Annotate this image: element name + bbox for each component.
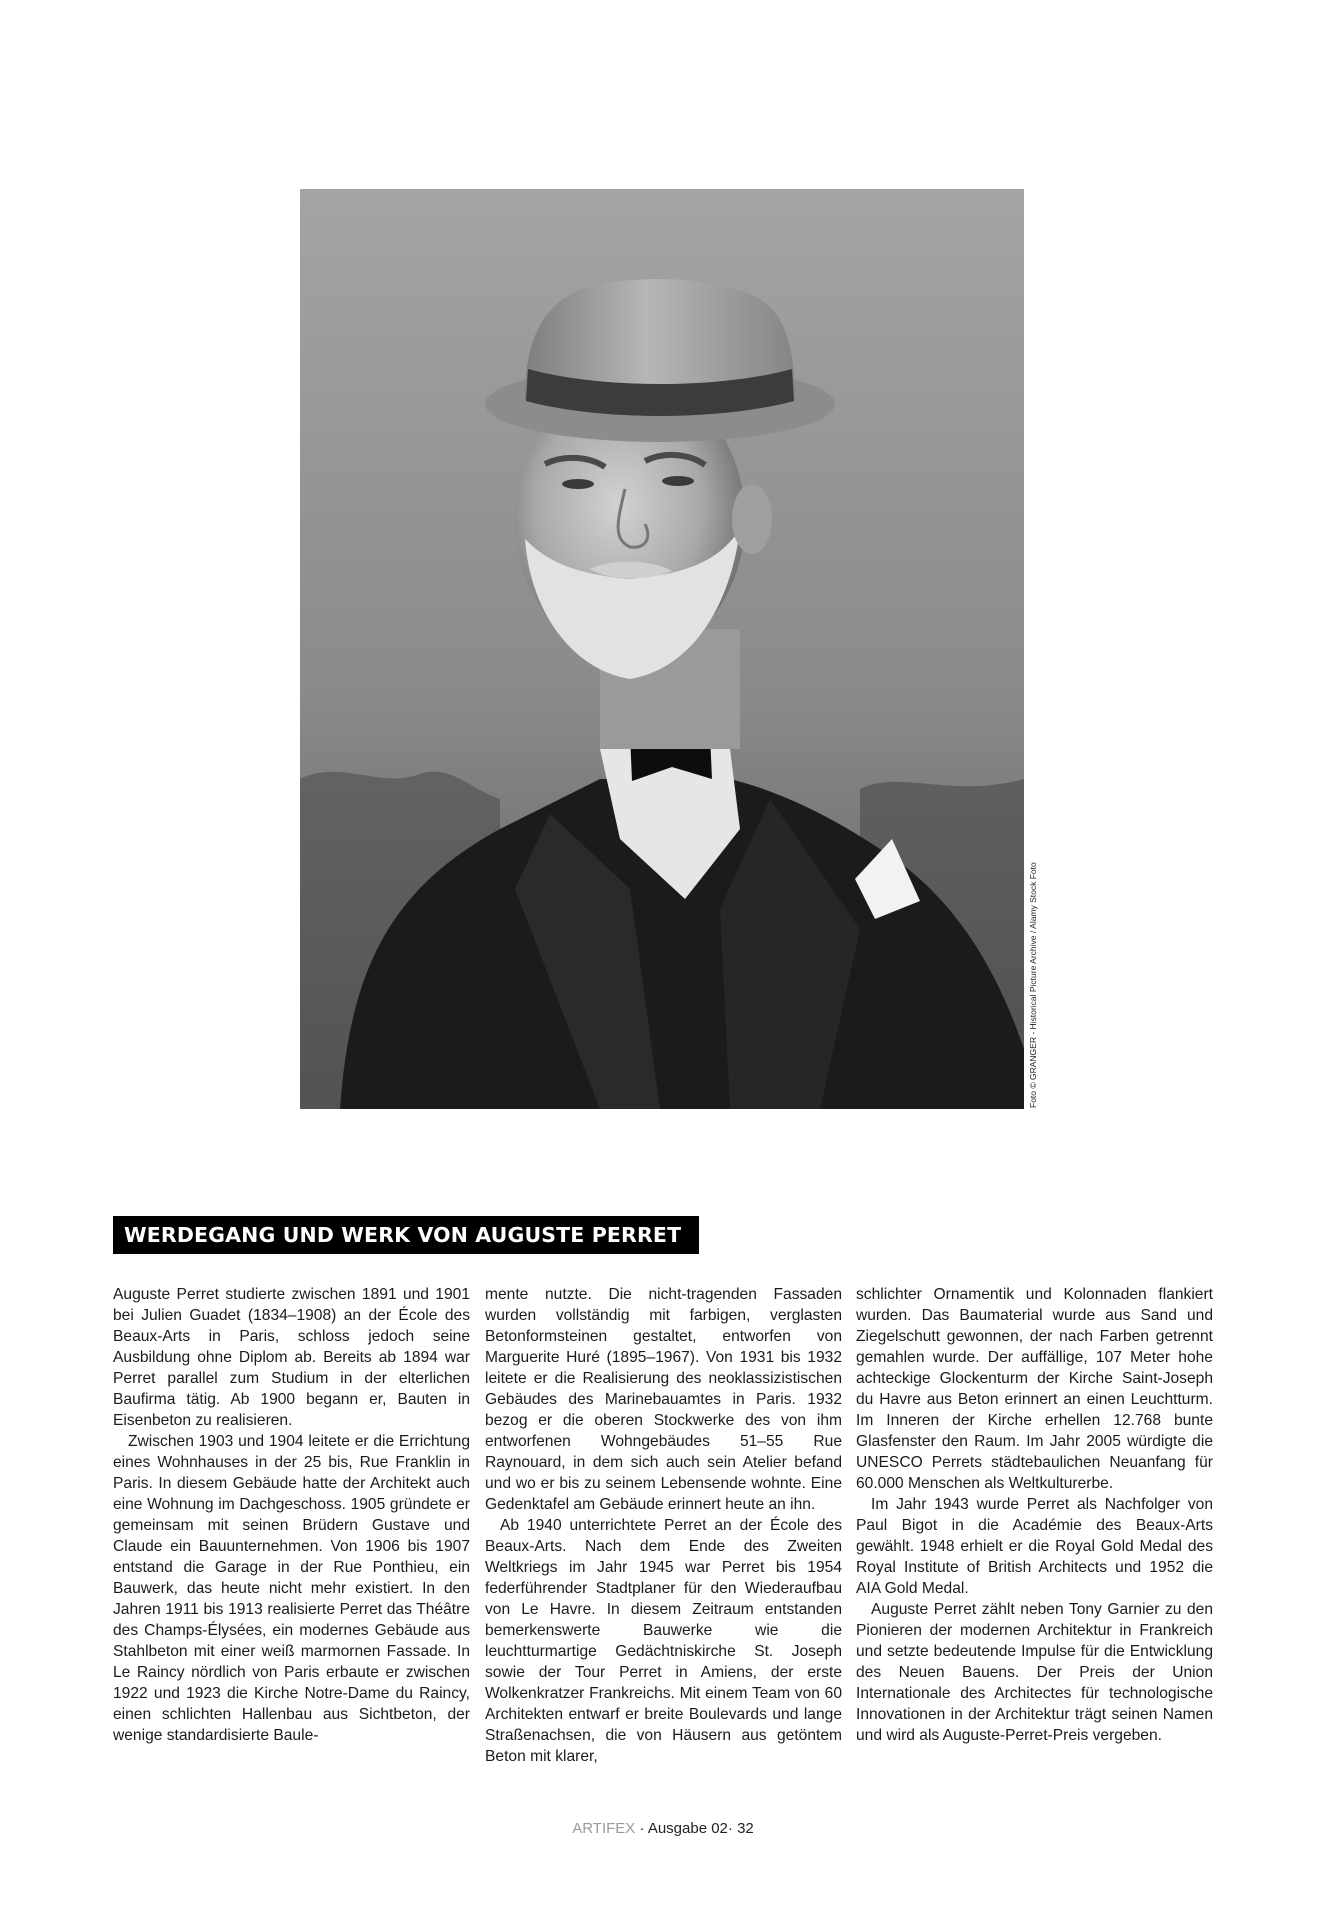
paragraph: Im Jahr 1943 wurde Perret als Nachfolger von Paul Bigot in die Académie des Beaux-Arts gewählt. 1948 erhielt er die Royal Gold Medal des Royal Institute of British Architects und 1952 die AIA Gold Medal. (856, 1496, 1213, 1597)
portrait-image (300, 189, 1024, 1109)
paragraph: mente nutzte. Die nicht-tragenden Fassaden wurden vollständig mit farbigen, verglasten Betonformsteinen gestaltet, entworfen von Marguerite Huré (1895–1967). Von 1931 bis 1932 leitete er die Realisierung des neoklassizistischen Gebäudes des Marinebauamtes in Paris. 1932 bezog er die oberen Stockwerke des von ihm entworfenen Wohngebäudes 51–55 Rue Raynouard, in dem sich auch sein Atelier befand und wo er bis zu seinem Lebensende wohnte. Eine Gedenktafel am Gebäude erinnert heute an ihn. (485, 1286, 842, 1513)
paragraph: Auguste Perret studierte zwischen 1891 und 1901 bei Julien Guadet (1834–1908) an der École des Beaux-Arts in Paris, schloss jedoch seine Ausbildung ohne Diplom ab. Bereits ab 1894 war Perret parallel zum Studium in der elterlichen Baufirma tätig. Ab 1900 begann er, Bauten in Eisenbeton zu realisieren. (113, 1286, 470, 1429)
magazine-name: ARTIFEX (572, 1820, 636, 1837)
portrait-photo (300, 189, 1024, 1109)
paragraph: Ab 1940 unterrichtete Perret an der École des Beaux-Arts. Nach dem Ende des Zweiten Weltkriegs im Jahr 1945 war Perret bis 1954 federführender Stadtplaner für den Wiederaufbau von Le Havre. In diesem Zeitraum entstanden bemerkenswerte Bauwerke wie die leuchtturmartige Gedächtniskirche St. Joseph sowie der Tour Perret in Amiens, der erste Wolkenkratzer Frankreichs. Mit einem Team von 60 Architekten entwarf er breite Boulevards und lange Straßenachsen, die von Häusern aus getöntem Beton mit klarer, (485, 1517, 842, 1765)
text-column-3 (856, 1284, 1213, 1746)
page-separator: · (727, 1820, 738, 1837)
page-number: 32 (737, 1820, 754, 1837)
text-column-1 (113, 1284, 470, 1746)
paragraph: schlichter Ornamentik und Kolonnaden flankiert wurden. Das Baumaterial wurde aus Sand und Ziegelschutt gewonnen, der nach Farben getrennt gemahlen wurde. Der auffällige, 107 Meter hohe achteckige Glockenturm der Kirche Saint-Joseph du Havre aus Beton erinnert an einen Leuchtturm. Im Inneren der Kirche erhellen 12.768 bunte Glasfenster den Raum. Im Jahr 2005 würdigte die UNESCO Perrets städtebaulichen Neuanfang für 60.000 Menschen als Weltkulturerbe. (856, 1286, 1213, 1492)
text-column-2 (485, 1284, 842, 1767)
page-footer (0, 1820, 1326, 1837)
footer-separator: · (635, 1820, 648, 1837)
paragraph: Zwischen 1903 und 1904 leitete er die Errichtung eines Wohnhauses in der 25 bis, Rue Franklin in Paris. In diesem Gebäude hatte der Architekt auch eine Wohnung im Dachgeschoss. 1905 gründete er gemeinsam mit seinen Brüdern Gustave und Claude ein Bauunternehmen. Von 1906 bis 1907 entstand die Garage in der Rue Ponthieu, ein Bauwerk, das heute nicht mehr existiert. In den Jahren 1911 bis 1913 realisierte Perret das Théâtre des Champs-Élysées, ein modernes Gebäude aus Stahlbeton mit einer weiß marmornen Fassade. In Le Raincy nördlich von Paris erbaute er zwischen 1922 und 1923 die Kirche Notre-Dame du Raincy, einen schlichten Hallenbau aus Sichtbeton, der wenige standardisierte Baule- (113, 1433, 470, 1744)
issue-label: Ausgabe 02 (647, 1820, 728, 1837)
photo-credit: Foto © GRANGER - Historical Picture Archive / Alamy Stock Foto (1028, 862, 1038, 1108)
paragraph: Auguste Perret zählt neben Tony Garnier zu den Pionieren der modernen Architektur in Frankreich und setzte bedeutende Impulse für die Entwicklung des Neuen Bauens. Der Preis der Union Internationale des Architectes für technologische Innovationen in der Architektur trägt seinen Namen und wird als Auguste-Perret-Preis vergeben. (856, 1601, 1213, 1744)
article-title: WERDEGANG UND WERK VON AUGUSTE PERRET (113, 1216, 699, 1254)
